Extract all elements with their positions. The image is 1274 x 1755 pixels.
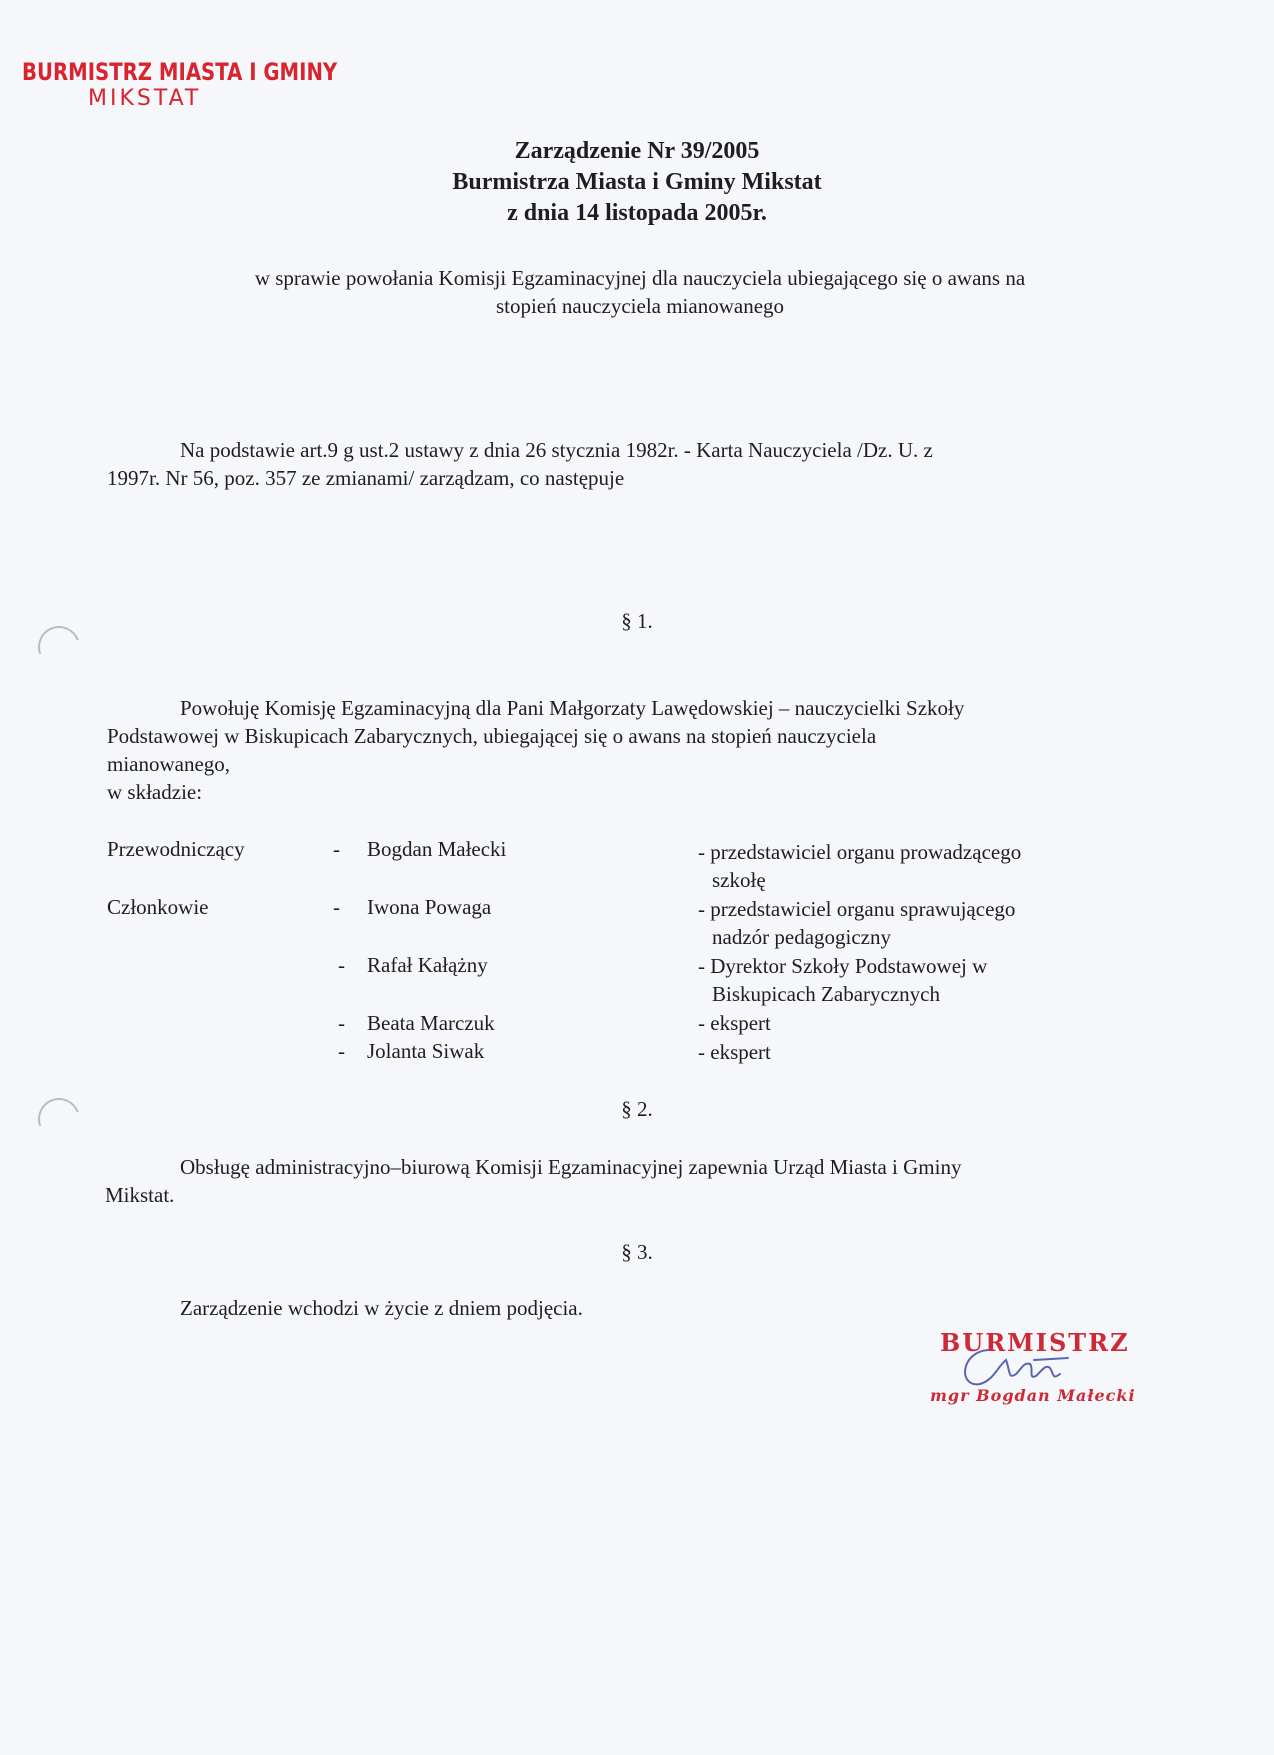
member-desc-cont: szkołę: [712, 868, 766, 892]
title-line-2: Burmistrza Miasta i Gminy Mikstat: [452, 169, 822, 195]
section-1-line-3: mianowanego,: [107, 752, 231, 776]
member-desc: - ekspert: [698, 1011, 771, 1035]
member-desc-cont: Biskupicach Zabarycznych: [712, 982, 940, 1006]
member-desc: - przedstawiciel organu sprawującego: [698, 897, 1016, 921]
subject-line-1: w sprawie powołania Komisji Egzaminacyjnej dla nauczyciela ubiegającego się o awans na: [254, 266, 1026, 290]
member-dash: -: [338, 1011, 345, 1035]
member-name: Bogdan Małecki: [367, 837, 507, 861]
title-line-3: z dnia 14 listopada 2005r.: [507, 200, 767, 226]
stamp-line-1: BURMISTRZ MIASTA I GMINY: [22, 58, 338, 86]
section-2-text: [105, 1153, 1135, 1209]
member-name: Jolanta Siwak: [367, 1039, 485, 1063]
basis-line-2: 1997r. Nr 56, poz. 357 ze zmianami/ zarządzam, co następuje: [107, 466, 625, 490]
section-1-line-1: Powołuję Komisję Egzaminacyjną dla Pani Małgorzaty Lawędowskiej – nauczycielki Szkoły: [180, 696, 965, 720]
section-2-line-2: Mikstat.: [105, 1183, 175, 1207]
member-name: Beata Marczuk: [367, 1011, 495, 1035]
member-desc: - ekspert: [698, 1040, 771, 1064]
member-dash: -: [338, 953, 345, 977]
legal-basis: [107, 436, 1127, 492]
office-stamp: [22, 58, 338, 111]
member-desc-cont: nadzór pedagogiczny: [712, 925, 892, 949]
signature-name: mgr Bogdan Małecki: [930, 1386, 1136, 1405]
member-name: Rafał Kałążny: [367, 953, 488, 977]
section-1-line-4: w składzie:: [107, 780, 203, 804]
section-1-text: [107, 694, 1137, 806]
member-dash: -: [333, 837, 340, 861]
member-desc: - przedstawiciel organu prowadzącego: [698, 840, 1022, 864]
signature-title: BURMISTRZ: [940, 1328, 1130, 1357]
basis-line-1: Na podstawie art.9 g ust.2 ustawy z dnia 26 stycznia 1982r. - Karta Nauczyciela /Dz. U. z: [180, 438, 933, 462]
member-name: Iwona Powaga: [367, 895, 492, 919]
document-title: [0, 136, 1274, 229]
title-line-1: Zarządzenie Nr 39/2005: [514, 138, 760, 164]
section-3-text: Zarządzenie wchodzi w życie z dniem podjęcia.: [180, 1296, 583, 1320]
member-dash: -: [333, 895, 340, 919]
section-1-line-2: Podstawowej w Biskupicach Zabarycznych, ubiegającej się o awans na stopień nauczyciela: [107, 724, 877, 748]
member-dash: -: [338, 1039, 345, 1063]
role-chair: Przewodniczący: [107, 837, 245, 861]
section-2-line-1: Obsługę administracyjno–biurową Komisji Egzaminacyjnej zapewnia Urząd Miasta i Gminy: [180, 1155, 962, 1179]
mayor-signature-stamp: [930, 1320, 1160, 1420]
subject-line-2: stopień nauczyciela mianowanego: [495, 294, 785, 318]
member-desc: - Dyrektor Szkoły Podstawowej w: [698, 954, 988, 978]
role-members: Członkowie: [107, 895, 209, 919]
stamp-line-2: MIKSTAT: [88, 86, 202, 111]
section-2-heading: § 2.: [621, 1097, 653, 1121]
document-subject: [160, 264, 1120, 320]
section-3-heading: § 3.: [621, 1240, 653, 1264]
section-1-heading: § 1.: [621, 609, 653, 633]
